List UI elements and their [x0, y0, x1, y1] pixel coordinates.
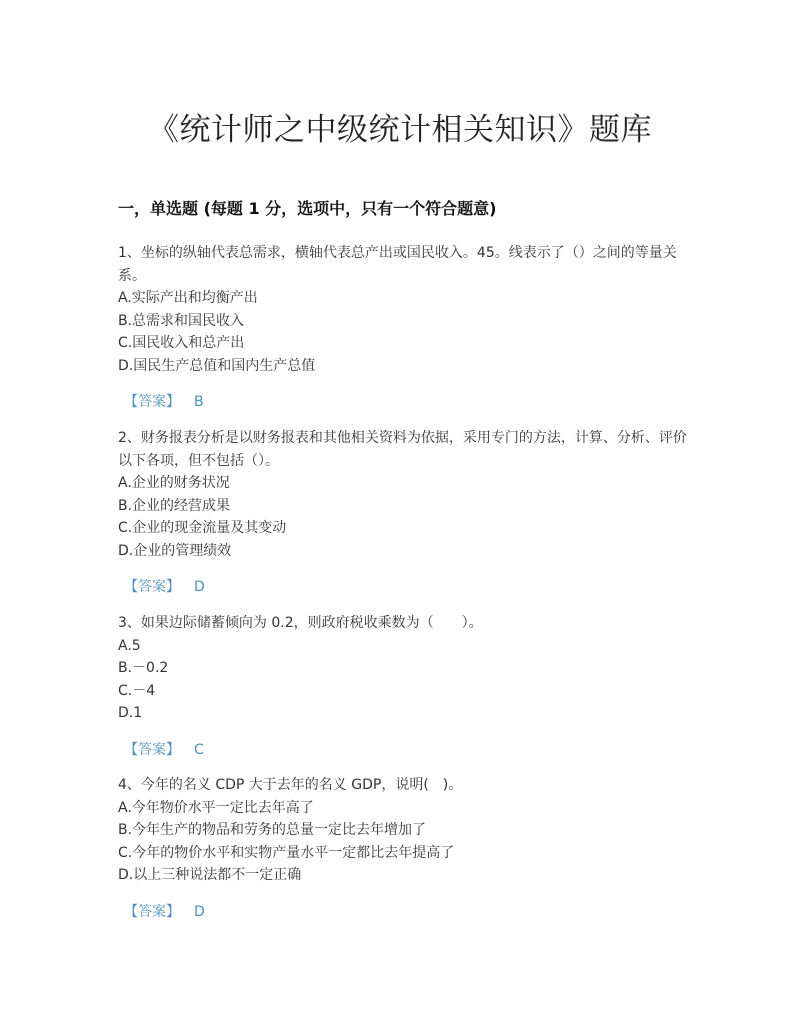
option-b: B.总需求和国民收入	[118, 312, 245, 329]
answer-value: D	[194, 579, 205, 595]
section-heading: 一，单选题 (每题 1 分，选项中，只有一个符合题意)	[118, 199, 497, 218]
answer-value: C	[194, 741, 204, 758]
question-2	[118, 427, 688, 598]
answer-label: 【答案】	[124, 394, 180, 410]
option-a: A.企业的财务状况	[118, 475, 230, 491]
option-c: C.国民收入和总产出	[118, 335, 245, 351]
answer-value: D	[194, 903, 205, 920]
question-stem: 2、财务报表分析是以财务报表和其他相关资料为依据，采用专门的方法，计算、分析、评价以下各项，但不包括（）。	[118, 430, 687, 469]
answer-line	[118, 391, 688, 413]
option-a: A.实际产出和均衡产出	[118, 290, 258, 306]
option-a: A.5	[118, 637, 141, 654]
option-b: B.今年生产的物品和劳务的总量一定比去年增加了	[118, 822, 427, 838]
answer-line	[118, 576, 688, 598]
option-d: D.以上三种说法都不一定正确	[118, 867, 302, 883]
option-b: B.企业的经营成果	[118, 497, 231, 514]
question-1	[118, 242, 688, 413]
option-c: C.－4	[118, 682, 156, 699]
document-title: 《统计师之中级统计相关知识》题库	[148, 112, 652, 148]
answer-line	[118, 739, 688, 761]
question-stem: 3、如果边际储蓄倾向为 0.2，则政府税收乘数为（ ）。	[118, 615, 483, 631]
question-4	[118, 774, 688, 923]
option-b: B.－0.2	[118, 660, 169, 676]
question-stem: 4、今年的名义 CDP 大于去年的名义 GDP，说明( )。	[118, 777, 463, 793]
option-c: C.今年的物价水平和实物产量水平一定都比去年提高了	[118, 844, 455, 861]
answer-label: 【答案】	[124, 741, 180, 758]
answer-label: 【答案】	[124, 903, 180, 920]
answer-value: B	[194, 394, 204, 410]
option-d: D.企业的管理绩效	[118, 542, 232, 559]
question-stem: 1、坐标的纵轴代表总需求，横轴代表总产出或国民收入。45。线表示了（）之间的等量关系。	[118, 245, 677, 284]
answer-label: 【答案】	[124, 579, 180, 595]
question-3	[118, 612, 688, 761]
option-c: C.企业的现金流量及其变动	[118, 520, 287, 536]
answer-line	[118, 901, 688, 923]
option-d: D.国民生产总值和国内生产总值	[118, 357, 316, 374]
option-d: D.1	[118, 705, 143, 721]
option-a: A.今年物价水平一定比去年高了	[118, 799, 314, 816]
